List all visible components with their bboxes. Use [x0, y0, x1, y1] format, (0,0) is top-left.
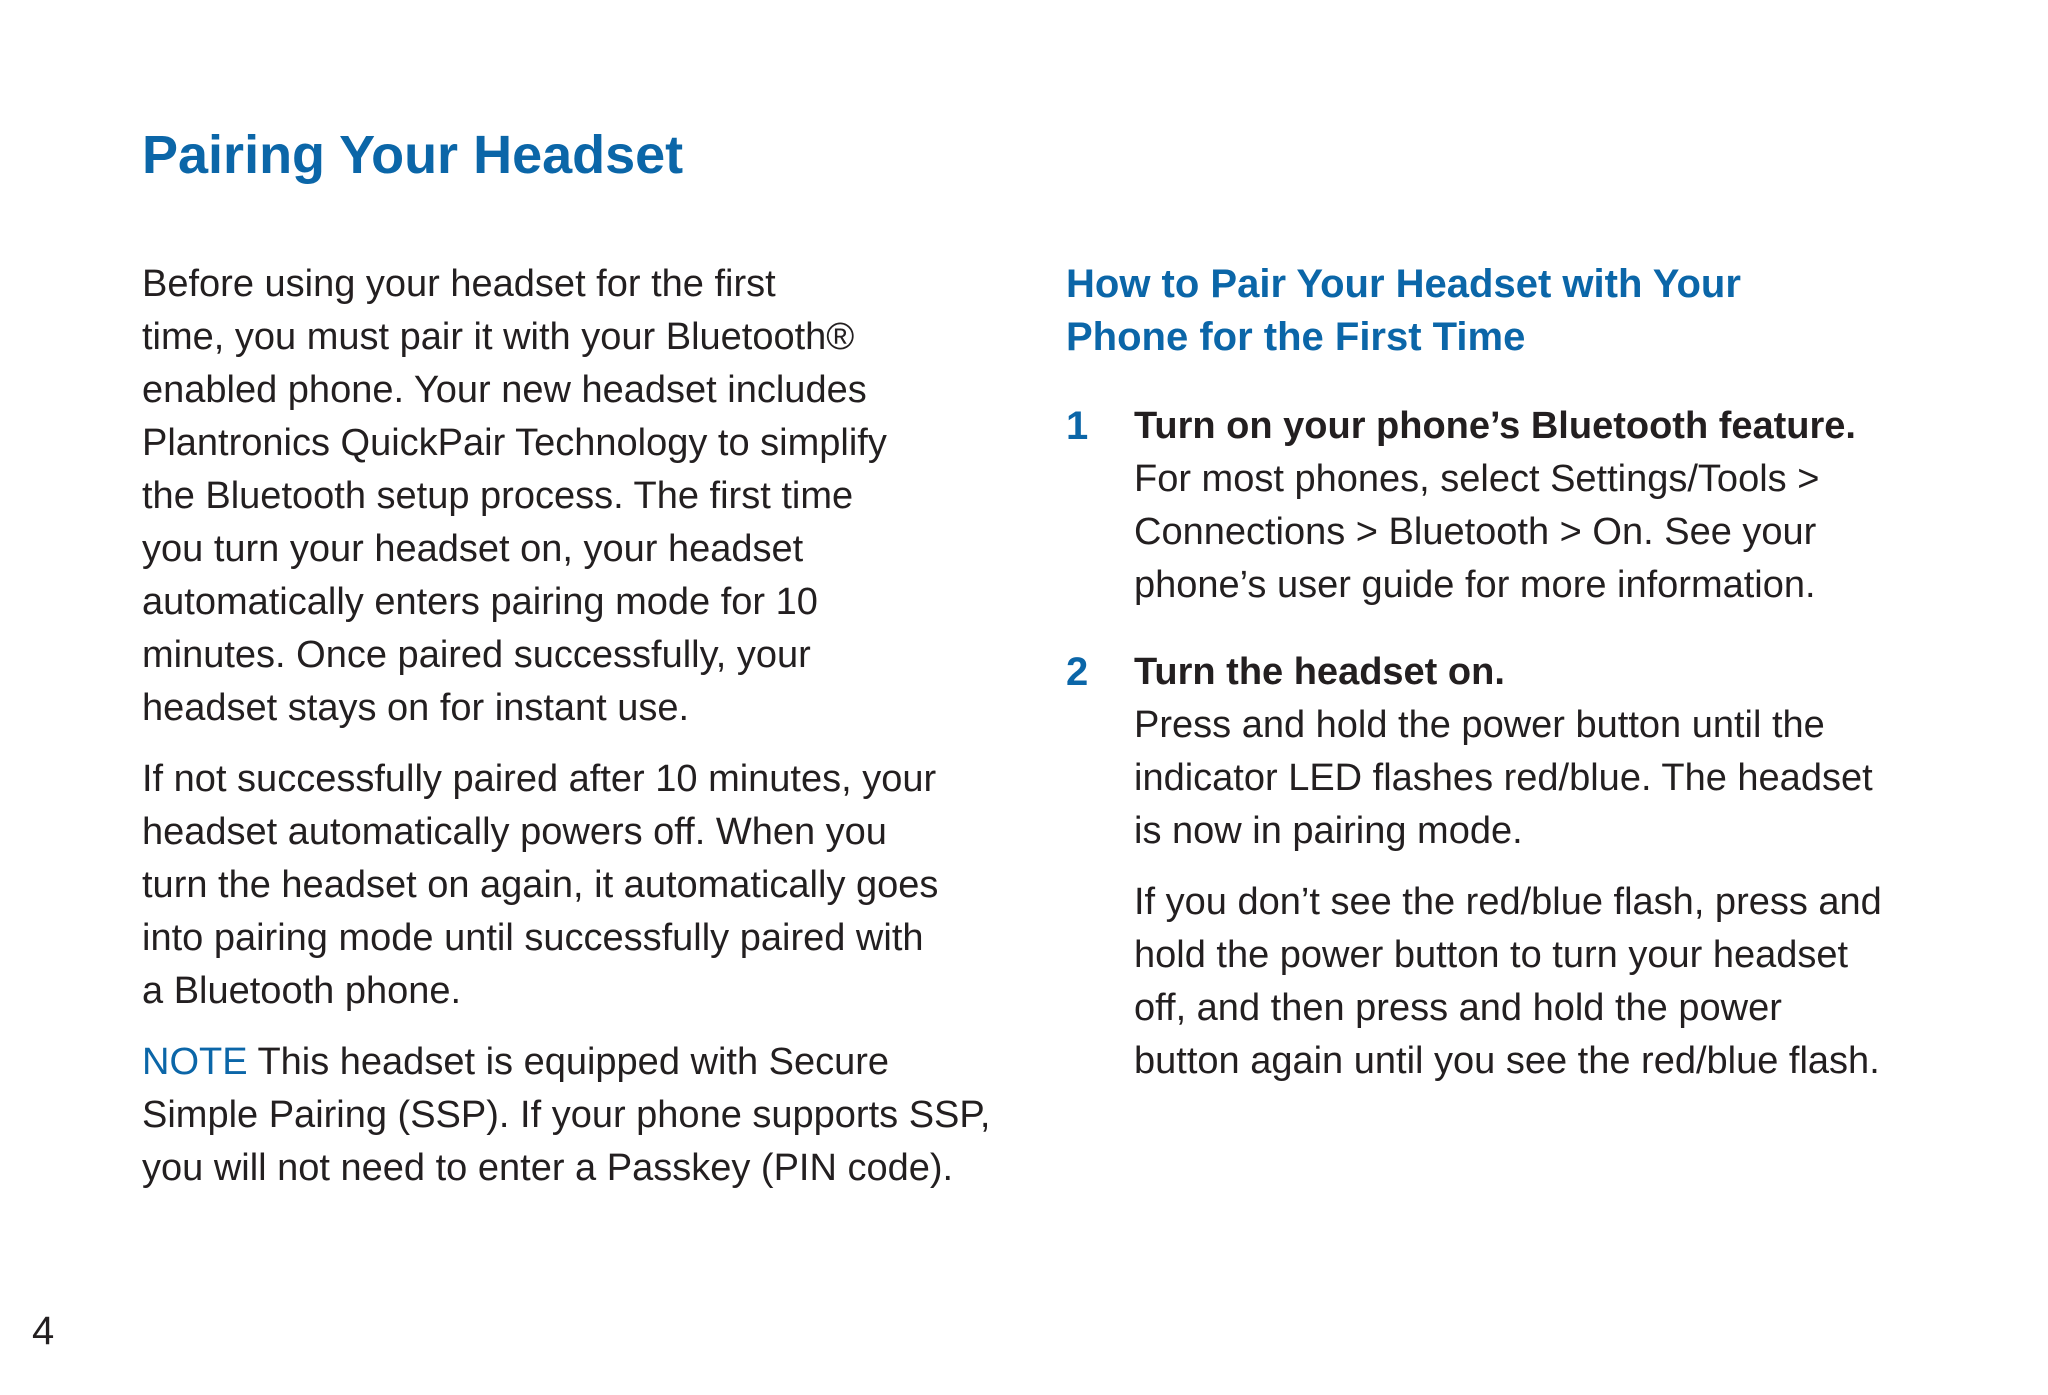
- step-title: Turn on your phone’s Bluetooth feature.: [1134, 405, 1856, 447]
- timeout-line: a Bluetooth phone.: [142, 970, 462, 1012]
- how-to-heading-line: Phone for the First Time: [1066, 315, 1526, 359]
- left-column: [142, 258, 1022, 1213]
- intro-line: you turn your headset on, your headset: [142, 528, 804, 570]
- step-extra-line: If you don’t see the red/blue flash, press and: [1134, 881, 1882, 923]
- how-to-heading-line: How to Pair Your Headset with Your: [1066, 262, 1741, 306]
- step-line: indicator LED flashes red/blue. The headset: [1134, 757, 1873, 799]
- timeout-line: into pairing mode until successfully paired with: [142, 917, 924, 959]
- step-number: 1: [1066, 404, 1089, 448]
- intro-paragraph: [142, 258, 1022, 735]
- note-line: you will not need to enter a Passkey (PIN code).: [142, 1147, 954, 1189]
- intro-line: Plantronics QuickPair Technology to simplify: [142, 422, 887, 464]
- intro-line: time, you must pair it with your Bluetooth®: [142, 316, 855, 358]
- step-title: Turn the headset on.: [1134, 651, 1505, 693]
- intro-line: headset stays on for instant use.: [142, 687, 690, 729]
- note-label: NOTE: [142, 1041, 248, 1083]
- step-2: [1066, 646, 1996, 1088]
- timeout-line: headset automatically powers off. When you: [142, 811, 887, 853]
- step-line: is now in pairing mode.: [1134, 810, 1523, 852]
- step-extra-line: hold the power button to turn your headset: [1134, 934, 1849, 976]
- note-paragraph: [142, 1036, 1022, 1195]
- step-extra-line: off, and then press and hold the power: [1134, 987, 1782, 1029]
- step-line: For most phones, select Settings/Tools >: [1134, 458, 1820, 500]
- how-to-heading: [1066, 258, 1996, 364]
- note-line: Simple Pairing (SSP). If your phone supports SSP,: [142, 1094, 991, 1136]
- intro-line: minutes. Once paired successfully, your: [142, 634, 811, 676]
- step-extra-line: button again until you see the red/blue flash.: [1134, 1040, 1880, 1082]
- timeout-paragraph: [142, 753, 1022, 1018]
- page-title: Pairing Your Headset: [142, 125, 684, 185]
- timeout-line: If not successfully paired after 10 minutes, your: [142, 758, 937, 800]
- step-1: [1066, 400, 1996, 612]
- intro-line: the Bluetooth setup process. The first time: [142, 475, 854, 517]
- step-line: phone’s user guide for more information.: [1134, 564, 1816, 606]
- intro-line: Before using your headset for the first: [142, 263, 776, 305]
- step-text: [1134, 699, 1996, 858]
- intro-line: automatically enters pairing mode for 10: [142, 581, 818, 623]
- timeout-line: turn the headset on again, it automatically goes: [142, 864, 939, 906]
- step-number: 2: [1066, 650, 1089, 694]
- note-first-line: [142, 1036, 1022, 1089]
- note-line: This headset is equipped with Secure: [257, 1041, 890, 1083]
- intro-line: enabled phone. Your new headset includes: [142, 369, 867, 411]
- step-text: [1134, 453, 1996, 612]
- right-column: [1066, 258, 1996, 1122]
- step-extra-text: [1134, 876, 1996, 1088]
- page-number: 4: [32, 1309, 55, 1353]
- step-line: Connections > Bluetooth > On. See your: [1134, 511, 1817, 553]
- step-line: Press and hold the power button until the: [1134, 704, 1825, 746]
